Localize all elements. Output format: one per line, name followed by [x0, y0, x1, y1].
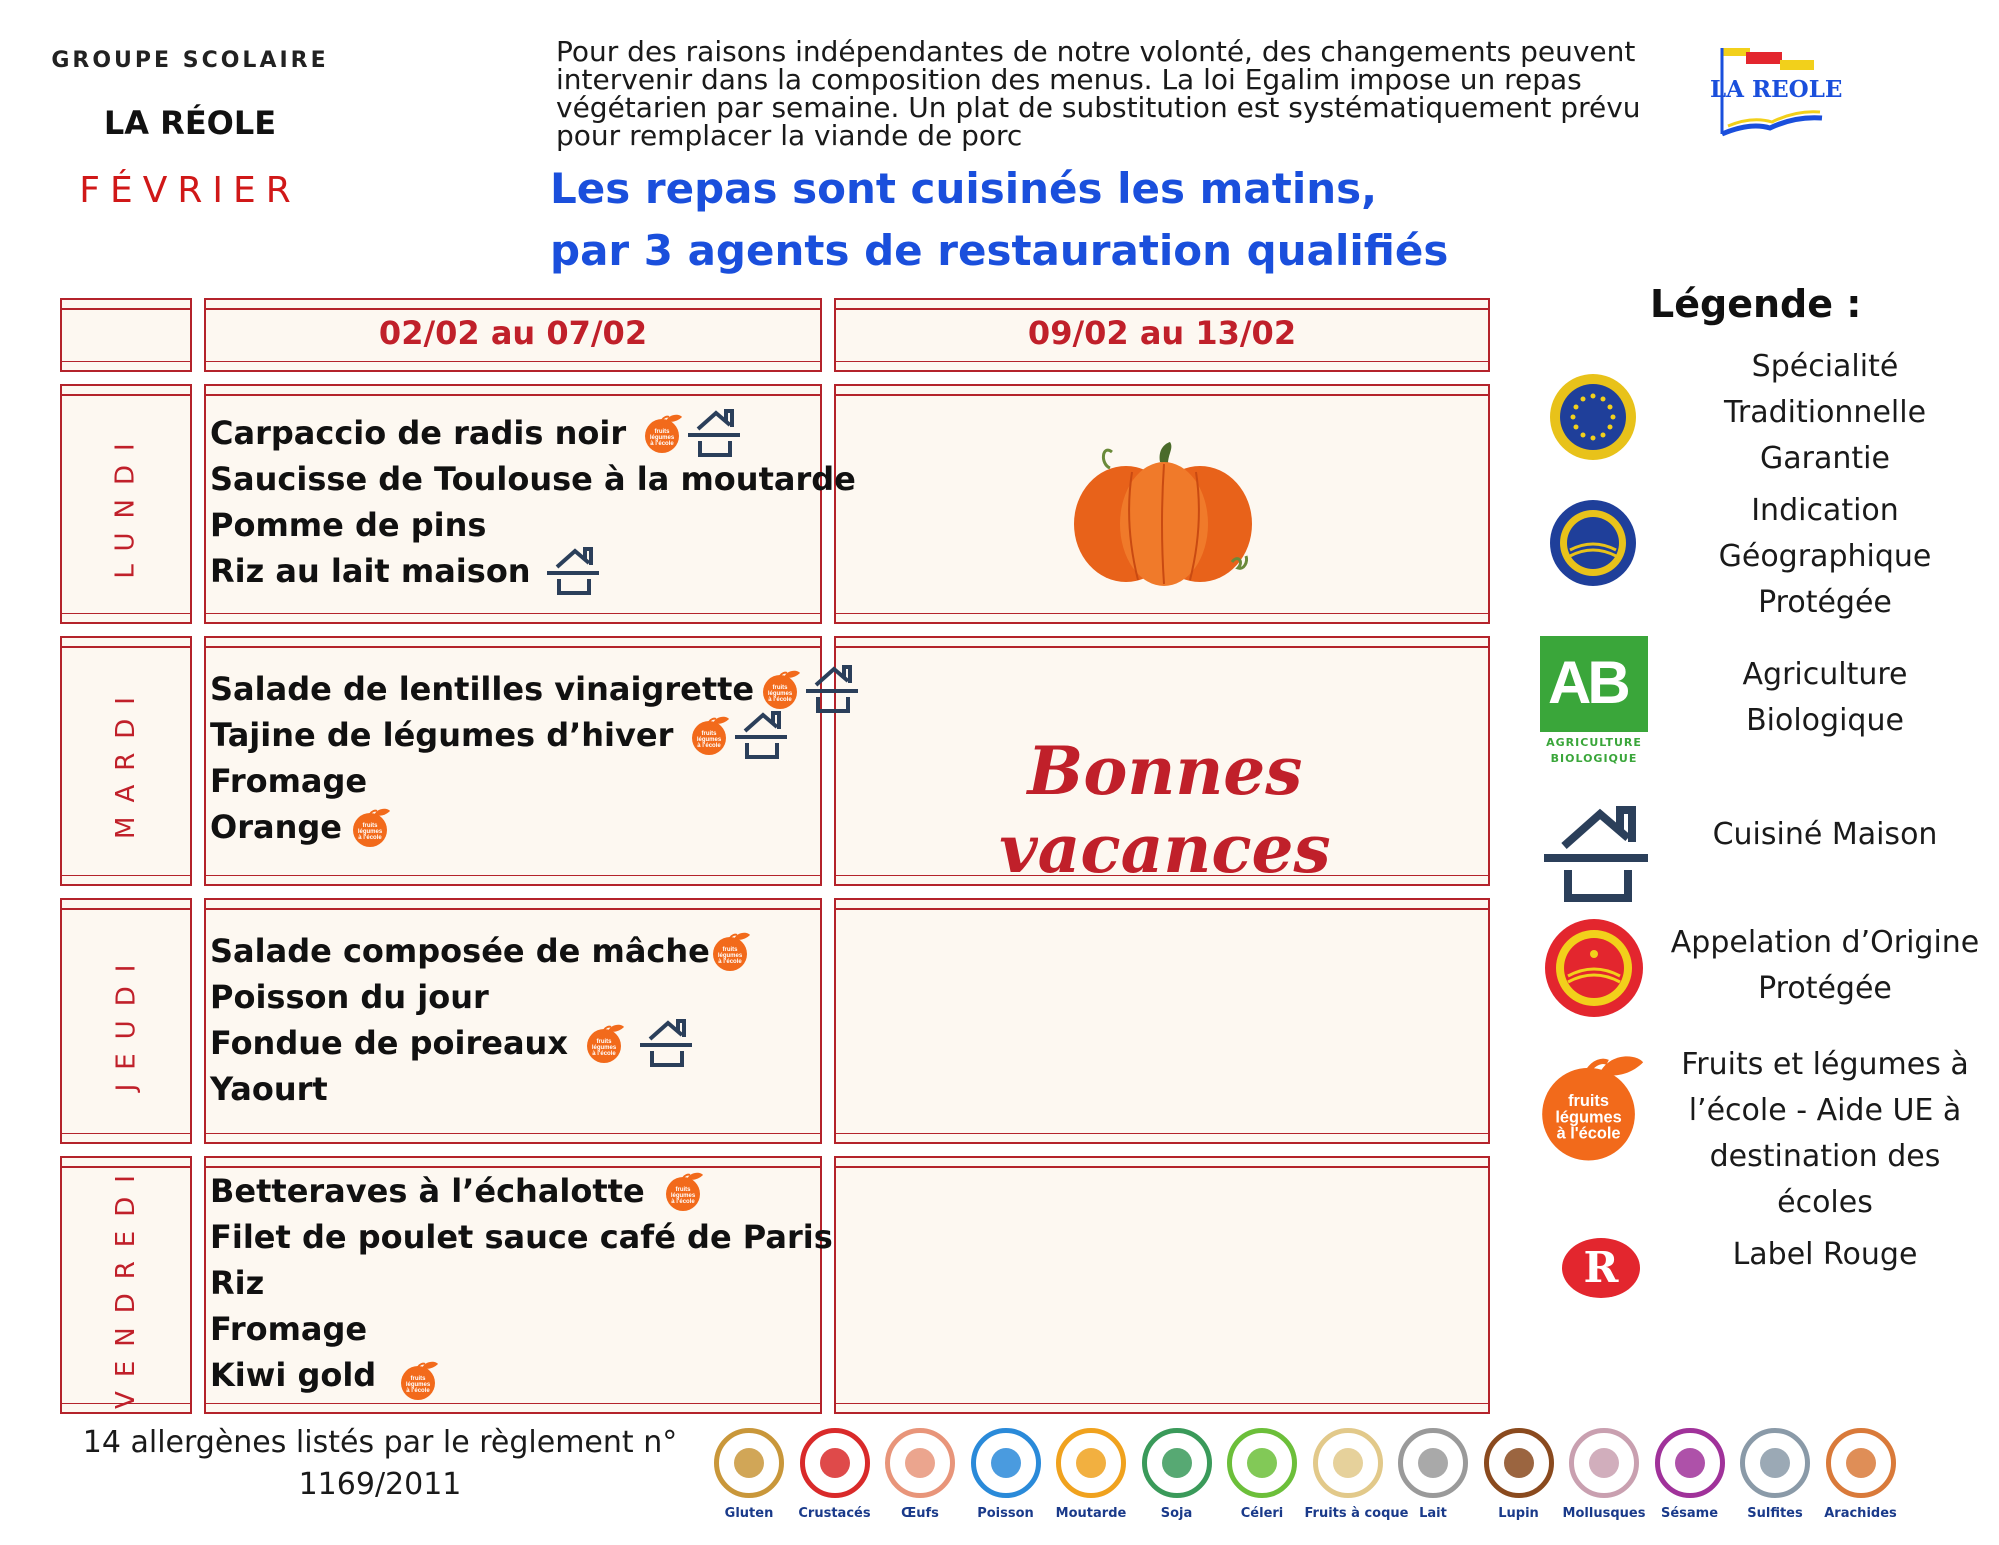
house-icon: [804, 663, 860, 715]
legend-title: Légende :: [1650, 282, 1862, 326]
house-legend-icon: [1540, 802, 1652, 906]
menu-item: Riz au lait maison: [210, 548, 856, 594]
menu-notice: Pour des raisons indépendantes de notre volonté, des changements peuvent intervenir dans la composition des menus. La loi Egalim impose un repas végétarien par semaine. Un plat de substitution est systématiquement prévu pour remplacer la viande de porc: [556, 35, 1641, 152]
day-label-lundi: LUNDI: [111, 429, 142, 579]
town-logo-text: LA REOLE: [1710, 76, 1843, 103]
allergen-label: Sulfites: [1747, 1506, 1803, 1521]
menu-item: Saucisse de Toulouse à la moutarde: [210, 460, 856, 498]
fruits-legumes-icon: [760, 667, 804, 711]
legend-igp-text: Indication Géographique Protégée: [1718, 493, 1932, 620]
menu-item: Fondue de poireaux: [210, 1020, 754, 1066]
fruits-legumes-icon: [710, 929, 754, 973]
menu-list-mardi: [210, 666, 860, 850]
allergen-note: [60, 1422, 700, 1506]
allergen-label: Fruits à coque: [1304, 1506, 1409, 1521]
allergen-3: [963, 1428, 1049, 1521]
allergen-icon: [1826, 1428, 1896, 1498]
menu-item: Salade composée de mâche: [210, 928, 754, 974]
house-icon: [733, 709, 789, 761]
week1-label: 02/02 au 07/02: [378, 314, 648, 352]
allergen-11: [1647, 1428, 1733, 1521]
allergen-icon: [800, 1428, 870, 1498]
allergen-5: [1134, 1428, 1220, 1521]
allergen-label: Sésame: [1660, 1506, 1719, 1521]
menu-item: Fromage: [210, 762, 368, 800]
stg-icon: [1548, 372, 1638, 462]
menu-item: Betteraves à l’échalotte: [210, 1168, 833, 1214]
allergen-icon: [1142, 1428, 1212, 1498]
allergen-label: Gluten: [724, 1506, 774, 1521]
week1-header: [204, 298, 822, 372]
allergen-icon: [1569, 1428, 1639, 1498]
day-label-jeudi: JEUDI: [111, 950, 142, 1092]
allergen-label: Lait: [1419, 1506, 1447, 1521]
allergen-icon: [885, 1428, 955, 1498]
menu-item: Filet de poulet sauce café de Paris: [210, 1218, 833, 1256]
menu-cell-vendredi-week2: [834, 1156, 1490, 1414]
menu-item: Salade de lentilles vinaigrette: [210, 666, 860, 712]
allergen-9: [1476, 1428, 1562, 1521]
aop-icon: [1544, 918, 1644, 1018]
town-logo: [1700, 42, 1843, 142]
legend-label-rouge-text: Label Rouge: [1732, 1237, 1918, 1272]
ab-logo-text: AB: [1548, 649, 1627, 716]
menu-item: Kiwi gold: [210, 1352, 833, 1398]
allergen-0: [706, 1428, 792, 1521]
menu-item: Riz: [210, 1264, 265, 1302]
allergen-6: [1219, 1428, 1305, 1521]
allergen-label: Crustacés: [798, 1506, 871, 1521]
school-group: GROUPE SCOLAIRE: [51, 48, 329, 73]
fruits-legumes-icon: [642, 411, 686, 455]
month-title: FÉVRIER: [79, 170, 301, 211]
holiday-message: Bonnes vacances: [999, 732, 1331, 888]
igp-icon: [1548, 498, 1638, 588]
fruits-legumes-icon: [398, 1358, 442, 1402]
allergen-10: [1561, 1428, 1647, 1521]
allergen-4: [1048, 1428, 1134, 1521]
week2-header: [834, 298, 1490, 372]
ab-icon: [1540, 636, 1648, 768]
allergen-label: Œufs: [901, 1506, 939, 1521]
menu-item: Yaourt: [210, 1070, 328, 1108]
allergen-note-line1: 14 allergènes listés par le règlement n°: [82, 1425, 678, 1460]
cooked-statement-2: par 3 agents de restauration qualifiés: [550, 226, 1449, 275]
allergen-icon: [1655, 1428, 1725, 1498]
allergen-label: Poisson: [977, 1506, 1034, 1521]
allergen-label: Lupin: [1498, 1506, 1539, 1521]
allergen-icon: [1398, 1428, 1468, 1498]
week2-label: 09/02 au 13/02: [1027, 314, 1297, 352]
menu-list-lundi: [210, 410, 856, 594]
house-icon: [545, 545, 601, 597]
day-cell-vendredi: [60, 1156, 192, 1414]
table-corner-cell: [60, 298, 192, 372]
day-label-mardi: MARDI: [111, 683, 142, 839]
day-label-vendredi: VENDREDI: [111, 1161, 141, 1409]
fruits-legumes-icon: [689, 713, 733, 757]
menu-cell-jeudi-week2: [834, 898, 1490, 1144]
allergen-label: Arachides: [1824, 1506, 1897, 1521]
fruits-legumes-icon: [584, 1021, 628, 1065]
allergen-label: Céleri: [1240, 1506, 1284, 1521]
allergen-icon: [971, 1428, 1041, 1498]
menu-item: Poisson du jour: [210, 978, 489, 1016]
allergen-12: [1732, 1428, 1818, 1521]
menu-item: Orange: [210, 804, 860, 850]
pumpkin-illustration: [1072, 442, 1252, 592]
fruits-legumes-icon: [663, 1169, 707, 1213]
legend-stg-text: Spécialité Traditionnelle Garantie: [1723, 349, 1927, 476]
day-cell-mardi: [60, 636, 192, 886]
menu-item: Carpaccio de radis noir: [210, 410, 856, 456]
ab-logo-sub2: BIOLOGIQUE: [1550, 752, 1638, 765]
cooked-statement-1: Les repas sont cuisinés les matins,: [550, 164, 1378, 213]
allergen-label: Moutarde: [1055, 1506, 1127, 1521]
day-cell-lundi: [60, 384, 192, 624]
legend-maison-text: Cuisiné Maison: [1712, 817, 1938, 852]
allergen-note-line2: 1169/2011: [298, 1467, 462, 1502]
menu-item: Fromage: [210, 1310, 368, 1348]
svg-text:R: R: [1583, 1243, 1619, 1292]
legend-aop-text: Appelation d’Origine Protégée: [1670, 925, 1980, 1006]
allergen-icon: [1313, 1428, 1383, 1498]
menu-item: Tajine de légumes d’hiver: [210, 712, 860, 758]
allergen-icon: [1484, 1428, 1554, 1498]
house-icon: [686, 407, 742, 459]
legend-ab-text: Agriculture Biologique: [1742, 657, 1908, 738]
allergen-icon: [1227, 1428, 1297, 1498]
allergen-2: [877, 1428, 963, 1521]
allergen-label: Mollusques: [1562, 1506, 1646, 1521]
allergen-icon: [714, 1428, 784, 1498]
house-icon: [638, 1017, 694, 1069]
allergen-icon: [1056, 1428, 1126, 1498]
label-rouge-icon: [1560, 1236, 1642, 1300]
allergen-icon: [1740, 1428, 1810, 1498]
menu-item: Pomme de pins: [210, 506, 487, 544]
legend-fruits-text: Fruits et légumes à l’école - Aide UE à destination des écoles: [1681, 1047, 1969, 1220]
fruits-legumes-legend-icon: [1534, 1046, 1654, 1166]
allergen-1: [792, 1428, 878, 1521]
ab-logo-sub1: AGRICULTURE: [1546, 736, 1642, 749]
fruits-legumes-icon: [350, 805, 394, 849]
allergen-8: [1390, 1428, 1476, 1521]
allergen-13: [1818, 1428, 1904, 1521]
menu-cell-lundi-week2: [834, 384, 1490, 624]
day-cell-jeudi: [60, 898, 192, 1144]
school-name: LA RÉOLE: [103, 104, 277, 142]
menu-list-jeudi: [210, 928, 754, 1112]
allergen-7: [1304, 1428, 1409, 1521]
menu-list-vendredi: [210, 1168, 833, 1398]
allergen-label: Soja: [1160, 1506, 1193, 1521]
